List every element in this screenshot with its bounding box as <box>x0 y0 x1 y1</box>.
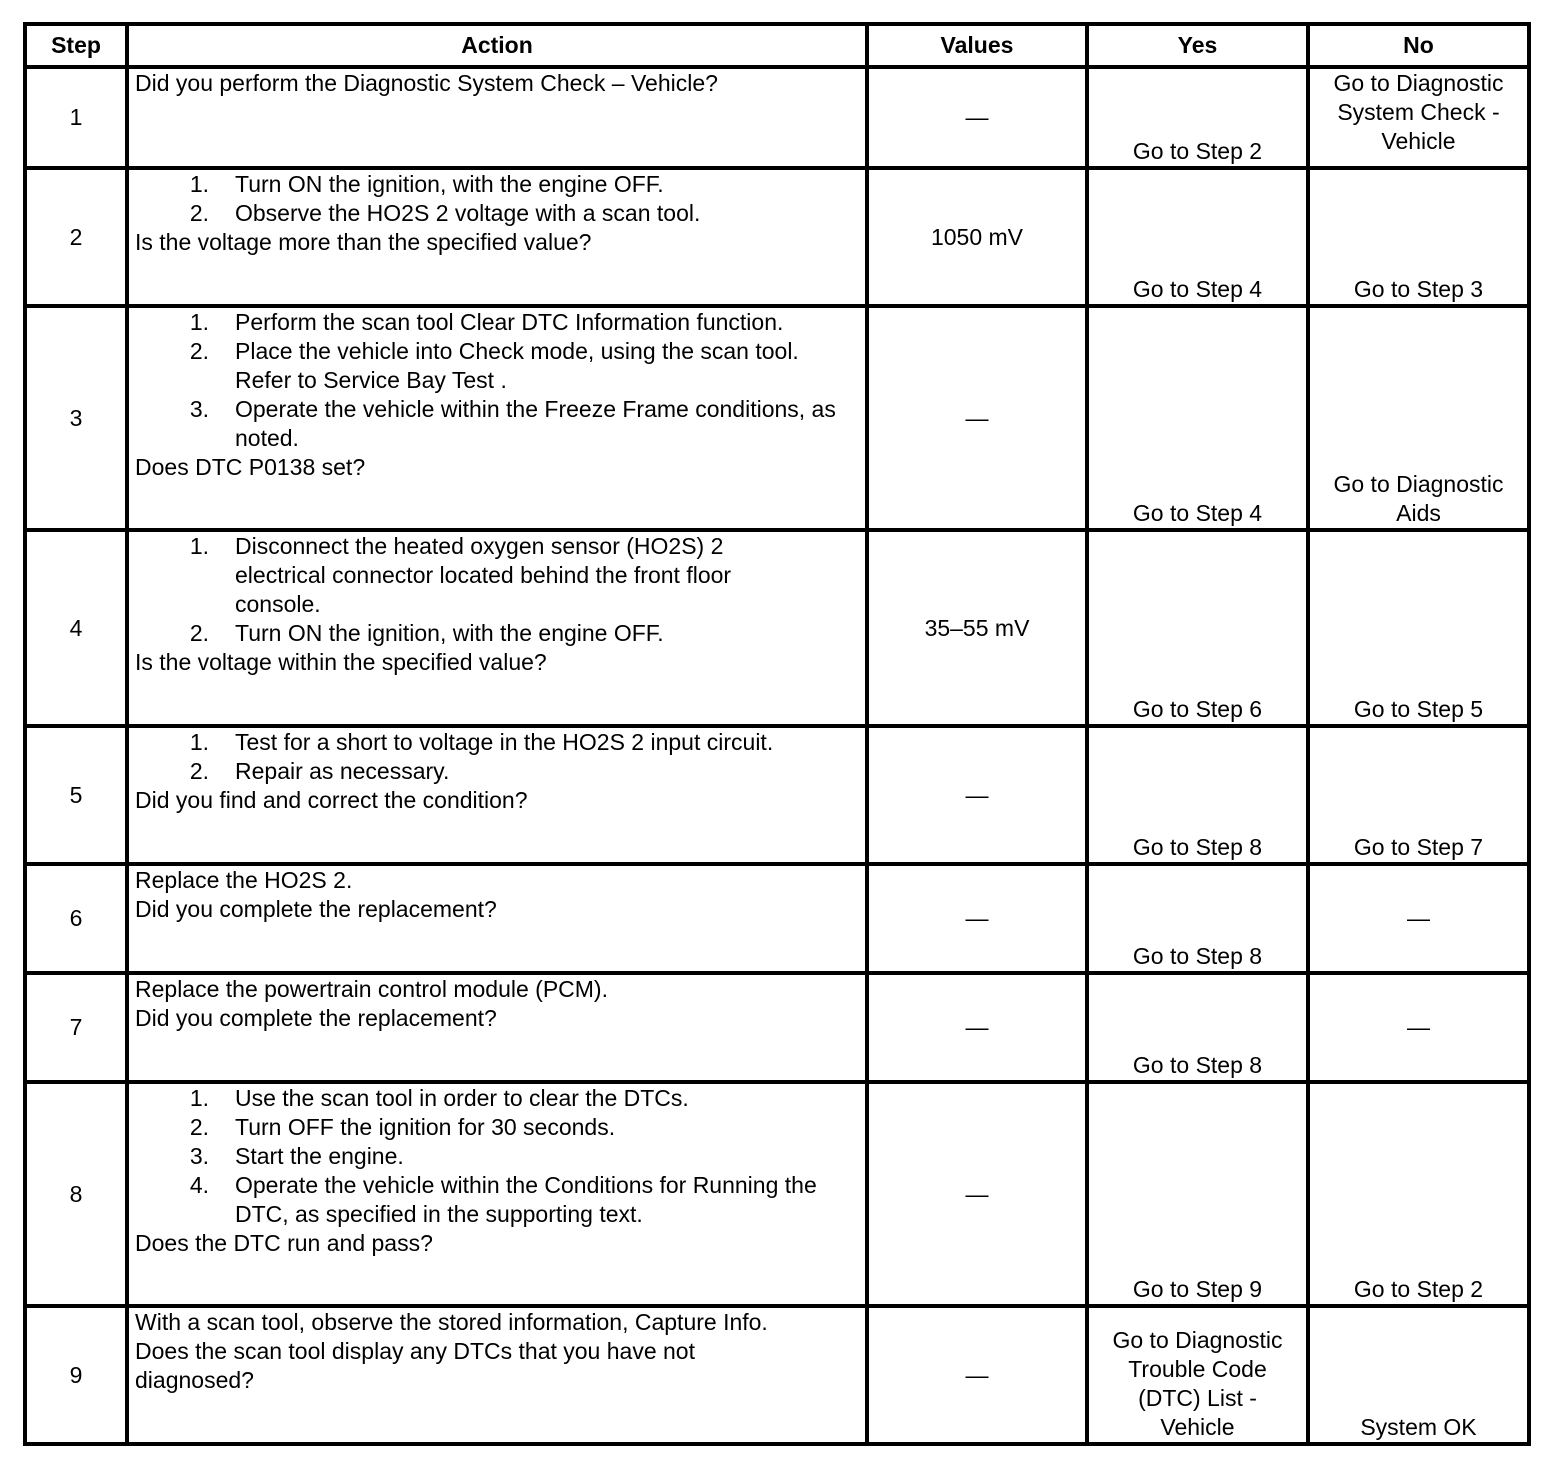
yes-cell: Go to Diagnostic Trouble Code (DTC) List - Vehicle <box>1087 1306 1308 1444</box>
diagnostic-table <box>23 22 1531 1446</box>
table-row <box>25 306 1529 530</box>
action-cell <box>127 168 867 306</box>
table-row <box>25 168 1529 306</box>
no-cell: Go to Step 3 <box>1308 168 1529 306</box>
value-cell: 1050 mV <box>867 168 1087 306</box>
value-cell: — <box>867 306 1087 530</box>
yes-cell: Go to Step 4 <box>1087 168 1308 306</box>
action-text: Replace the HO2S 2. <box>135 867 353 893</box>
list-item: 1. Perform the scan tool Clear DTC Information function. <box>189 309 784 335</box>
table-row <box>25 973 1529 1082</box>
action-cell <box>127 67 867 168</box>
action-question: Did you complete the replacement? <box>135 1005 497 1031</box>
action-question: Does the scan tool display any DTCs that you have not diagnosed? <box>135 1338 695 1393</box>
table-row <box>25 67 1529 168</box>
list-item: 1. Use the scan tool in order to clear the DTCs. <box>189 1085 689 1111</box>
header-yes: Yes <box>1087 24 1308 67</box>
list-item: 1. Turn ON the ignition, with the engine OFF. <box>189 171 664 197</box>
action-cell <box>127 530 867 726</box>
list-item: 2. Place the vehicle into Check mode, using the scan tool. Refer to Service Bay Test . <box>189 338 799 393</box>
action-cell <box>127 306 867 530</box>
action-question: Is the voltage within the specified value? <box>135 649 547 675</box>
yes-cell: Go to Step 2 <box>1087 67 1308 168</box>
value-cell: — <box>867 1306 1087 1444</box>
table-row <box>25 864 1529 973</box>
action-text: With a scan tool, observe the stored information, Capture Info. <box>135 1309 768 1335</box>
step-number: 4 <box>25 530 127 726</box>
action-text: Did you perform the Diagnostic System Check – Vehicle? <box>135 70 718 96</box>
list-item: 2. Turn ON the ignition, with the engine OFF. <box>189 620 664 646</box>
step-number: 2 <box>25 168 127 306</box>
no-cell: — <box>1308 973 1529 1082</box>
list-item: 1. Test for a short to voltage in the HO2S 2 input circuit. <box>189 729 774 755</box>
action-question: Does DTC P0138 set? <box>135 454 366 480</box>
action-text: Replace the powertrain control module (PCM). <box>135 976 608 1002</box>
value-cell: — <box>867 67 1087 168</box>
no-cell: Go to Diagnostic System Check - Vehicle <box>1308 67 1529 168</box>
action-steps <box>135 170 859 228</box>
action-steps <box>135 728 859 786</box>
no-cell: Go to Step 7 <box>1308 726 1529 864</box>
yes-cell: Go to Step 9 <box>1087 1082 1308 1306</box>
list-item: 2. Turn OFF the ignition for 30 seconds. <box>189 1114 616 1140</box>
table-row <box>25 726 1529 864</box>
list-item: 2. Observe the HO2S 2 voltage with a scan tool. <box>189 200 701 226</box>
list-item: 3. Start the engine. <box>189 1143 404 1169</box>
no-cell: — <box>1308 864 1529 973</box>
step-number: 8 <box>25 1082 127 1306</box>
action-steps <box>135 308 859 453</box>
table-row <box>25 530 1529 726</box>
no-cell: Go to Diagnostic Aids <box>1308 306 1529 530</box>
header-no: No <box>1308 24 1529 67</box>
yes-cell: Go to Step 8 <box>1087 973 1308 1082</box>
step-number: 7 <box>25 973 127 1082</box>
action-cell <box>127 1306 867 1444</box>
list-item: 1. Disconnect the heated oxygen sensor (HO2S) 2 electrical connector located behind the front floor console. <box>189 533 732 617</box>
action-steps <box>135 1084 859 1229</box>
yes-cell: Go to Step 4 <box>1087 306 1308 530</box>
action-steps <box>135 532 859 648</box>
action-question: Did you find and correct the condition? <box>135 787 528 813</box>
header-step: Step <box>25 24 127 67</box>
no-cell: Go to Step 2 <box>1308 1082 1529 1306</box>
list-item: 2. Repair as necessary. <box>189 758 450 784</box>
no-cell: System OK <box>1308 1306 1529 1444</box>
list-item: 3. Operate the vehicle within the Freeze Frame conditions, as noted. <box>189 396 836 451</box>
action-question: Does the DTC run and pass? <box>135 1230 433 1256</box>
value-cell: — <box>867 973 1087 1082</box>
yes-cell: Go to Step 8 <box>1087 726 1308 864</box>
action-cell <box>127 973 867 1082</box>
yes-cell: Go to Step 6 <box>1087 530 1308 726</box>
header-action: Action <box>127 24 867 67</box>
step-number: 9 <box>25 1306 127 1444</box>
no-cell: Go to Step 5 <box>1308 530 1529 726</box>
action-question: Did you complete the replacement? <box>135 896 497 922</box>
action-cell <box>127 864 867 973</box>
value-cell: 35–55 mV <box>867 530 1087 726</box>
step-number: 1 <box>25 67 127 168</box>
step-number: 5 <box>25 726 127 864</box>
value-cell: — <box>867 726 1087 864</box>
step-number: 3 <box>25 306 127 530</box>
step-number: 6 <box>25 864 127 973</box>
list-item: 4. Operate the vehicle within the Conditions for Running the DTC, as specified in the supporting text. <box>189 1172 817 1227</box>
action-question: Is the voltage more than the specified value? <box>135 229 592 255</box>
yes-cell: Go to Step 8 <box>1087 864 1308 973</box>
value-cell: — <box>867 1082 1087 1306</box>
action-cell <box>127 1082 867 1306</box>
header-values: Values <box>867 24 1087 67</box>
header-row <box>25 24 1529 67</box>
table-row <box>25 1082 1529 1306</box>
table-row <box>25 1306 1529 1444</box>
action-cell <box>127 726 867 864</box>
value-cell: — <box>867 864 1087 973</box>
